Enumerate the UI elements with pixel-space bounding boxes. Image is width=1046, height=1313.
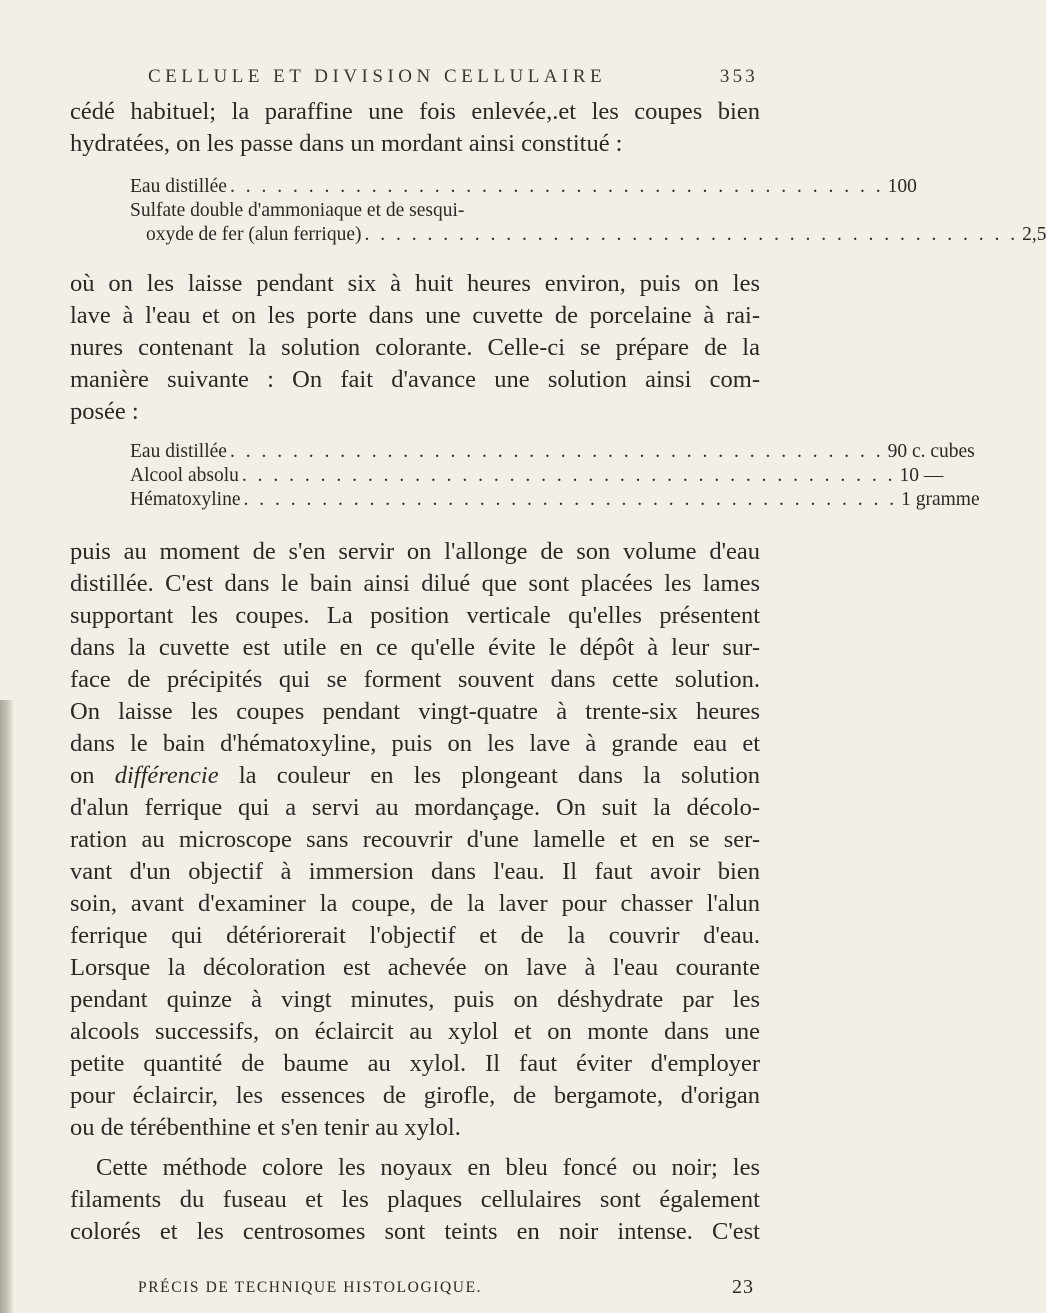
leader-dots: . . . . . . . . . . . . . . . . . . . . . . . . . . . . . . . . . . . . . . . . . . bbox=[243, 489, 898, 510]
recipe-row bbox=[130, 488, 980, 512]
text-line: supportant les coupes. La position verticale qu'elles présentent bbox=[70, 602, 760, 629]
leader-dots: . . . . . . . . . . . . . . . . . . . . . . . . . . . . . . . . . . . . . . . . . . bbox=[241, 465, 896, 486]
text-line: Cette méthode colore les noyaux en bleu foncé ou noir; les bbox=[96, 1154, 760, 1181]
paragraph-2 bbox=[70, 268, 760, 428]
text-line: colorés et les centrosomes sont teints en noir intense. C'est bbox=[70, 1218, 760, 1245]
text-line: Lorsque la décoloration est achevée on lave à l'eau courante bbox=[70, 954, 760, 981]
footer-signature: PRÉCIS DE TECHNIQUE HISTOLOGIQUE. bbox=[138, 1279, 483, 1296]
page-gutter-shadow bbox=[0, 700, 14, 1313]
text-line: posée : bbox=[70, 398, 139, 425]
paragraph-4 bbox=[70, 1152, 760, 1248]
text-line: dans la cuvette est utile en ce qu'elle évite le dépôt à leur sur- bbox=[70, 634, 760, 661]
text-line: ferrique qui détériorerait l'objectif et de la couvrir d'eau. bbox=[70, 922, 760, 949]
text-line-with-italic bbox=[70, 760, 760, 792]
mordant-recipe bbox=[130, 175, 1046, 247]
ingredient-qty: 10 — bbox=[899, 465, 944, 486]
text-line: ou de térébenthine et s'en tenir au xylol. bbox=[70, 1114, 461, 1141]
recipe-row bbox=[130, 440, 975, 464]
page-footer bbox=[138, 1276, 754, 1299]
text-line: pendant quinze à vingt minutes, puis on déshydrate par les bbox=[70, 986, 760, 1013]
text-line: soin, avant d'examiner la coupe, de la laver pour chasser l'alun bbox=[70, 890, 760, 917]
ingredient-qty: 90 c. cubes bbox=[887, 441, 975, 462]
ingredient-name: Eau distillée bbox=[130, 441, 227, 462]
text-line: hydratées, on les passe dans un mordant ainsi constitué : bbox=[70, 130, 623, 157]
text-fragment: la couleur en les plongeant dans la solution bbox=[238, 762, 761, 789]
page-number: 353 bbox=[719, 66, 758, 87]
text-line: vant d'un objectif à immersion dans l'eau. Il faut avoir bien bbox=[70, 858, 760, 885]
ingredient-name: oxyde de fer (alun ferrique) bbox=[146, 224, 362, 245]
text-line: pour éclaircir, les essences de girofle, de bergamote, d'origan bbox=[70, 1082, 760, 1109]
ingredient-name: Hématoxyline bbox=[130, 489, 241, 510]
paragraph-3 bbox=[70, 536, 760, 1144]
ingredient-name: Sulfate double d'ammoniaque et de sesqui- bbox=[130, 200, 465, 221]
text-line: alcools successifs, on éclaircit au xylol et on monte dans une bbox=[70, 1018, 760, 1045]
sheet-number: 23 bbox=[732, 1276, 754, 1298]
paragraph-1 bbox=[70, 96, 760, 160]
text-line: petite quantité de baume au xylol. Il faut éviter d'employer bbox=[70, 1050, 760, 1077]
leader-dots: . . . . . . . . . . . . . . . . . . . . . . . . . . . . . . . . . . . . . . . . . . bbox=[229, 441, 884, 462]
ingredient-name: Alcool absolu bbox=[130, 465, 239, 486]
leader-dots: . . . . . . . . . . . . . . . . . . . . . . . . . . . . . . . . . . . . . . . . . . bbox=[364, 224, 1019, 245]
italic-term: différencie bbox=[114, 762, 219, 789]
text-line: puis au moment de s'en servir on l'allonge de son volume d'eau bbox=[70, 538, 760, 565]
text-line: On laisse les coupes pendant vingt-quatre à trente-six heures bbox=[70, 698, 760, 725]
ingredient-name: Eau distillée bbox=[130, 176, 227, 197]
text-line: lave à l'eau et on les porte dans une cuvette de porcelaine à rai- bbox=[70, 302, 760, 329]
text-line: manière suivante : On fait d'avance une solution ainsi com- bbox=[70, 366, 760, 393]
running-head bbox=[148, 66, 758, 88]
staining-solution-recipe bbox=[130, 440, 980, 512]
text-line: face de précipités qui se forment souvent dans cette solution. bbox=[70, 666, 760, 693]
text-line: cédé habituel; la paraffine une fois enlevée,.et les coupes bien bbox=[70, 98, 760, 125]
text-line: ration au microscope sans recouvrir d'une lamelle et en se ser- bbox=[70, 826, 760, 853]
ingredient-qty: 100 bbox=[887, 176, 917, 197]
ingredient-qty: 2,5 bbox=[1022, 224, 1046, 245]
running-title: CELLULE ET DIVISION CELLULAIRE bbox=[148, 66, 607, 87]
text-line: dans le bain d'hématoxyline, puis on les lave à grande eau et bbox=[70, 730, 760, 757]
text-line: nures contenant la solution colorante. Celle-ci se prépare de la bbox=[70, 334, 760, 361]
text-line: filaments du fuseau et les plaques cellulaires sont également bbox=[70, 1186, 760, 1213]
text-line: d'alun ferrique qui a servi au mordançage. On suit la décolo- bbox=[70, 794, 760, 821]
leader-dots: . . . . . . . . . . . . . . . . . . . . . . . . . . . . . . . . . . . . . . . . . . bbox=[229, 176, 884, 197]
recipe-row bbox=[130, 175, 917, 199]
recipe-row bbox=[130, 223, 1046, 247]
recipe-row bbox=[130, 199, 715, 223]
text-line: distillée. C'est dans le bain ainsi dilué que sont placées les lames bbox=[70, 570, 760, 597]
recipe-row bbox=[130, 464, 944, 488]
ingredient-qty: 1 gramme bbox=[901, 489, 980, 510]
text-fragment: on bbox=[70, 762, 95, 789]
text-line: où on les laisse pendant six à huit heures environ, puis on les bbox=[70, 270, 760, 297]
